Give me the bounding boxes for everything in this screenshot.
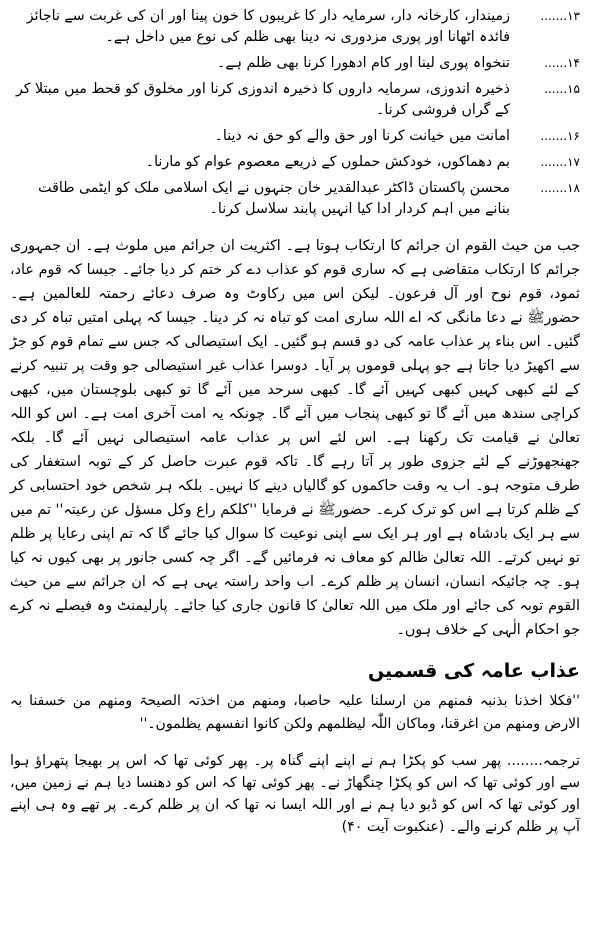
- body-paragraph: جب من حیث القوم ان جرائم کا ارتکاب ہوتا ہے۔ اکثریت ان جرائم میں ملوث ہے۔ ان جمہوری جرائم کا ارتکاب متقاضی ہے کہ ساری قوم کو عذاب دے کر ختم کر دیا جائے۔ جیسا کہ قوم عاد، ثمود، قوم نوح اور آل فرعون۔ لیکن اس میں رکاوٹ وہ صرف دعائے رحمتہ للعالمین ہے۔ حضورﷺ نے دعا مانگی کہ اے اللہ ساری امت کو تباہ نہ کر دینا۔ جیسا کہ پہلی امتیں تباہ کر دی گئیں۔ اس بناء پر عذاب عامہ کی دو قسم ہو گئیں۔ ایک استیصالی کہ جس سے تمام قوم کو جڑ سے اکھیڑ دیا جاتا ہے جو پہلی قوموں پر آیا۔ دوسرا عذاب غیر استیصالی جو وقت پر تنبیہ کرنے کے لئے کبھی کہیں کبھی کہیں آئے گا۔ کبھی سرحد میں آئے گا تو کبھی بلوچستان میں، کبھی کراچی سندھ میں آئے گا تو کبھی پنجاب میں آئے گا۔ چونکہ یہ امت آخری امت ہے۔ اس کو اللہ تعالیٰ نے قیامت تک رکھنا ہے۔ اس لئے اس پر عذاب عامہ استیصالی نہیں آئے گا۔ بلکہ جھنجھوڑنے کے لئے جزوی طور پر آتا رہے گا۔ تاکہ قوم عبرت حاصل کر کے توبہ استغفار کی طرف متوجہ ہو۔ اب یہ وقت حاکموں کو گالیاں دینے کا نہیں۔ بلکہ ہر شخص خود احتسابی کر کے ظلم کرتا ہے اس کو ترک کرے۔ حضورﷺ نے فرمایا ''کلکم راع وکل مسؤل عن رعیتہ'' تم میں سے ہر ایک بادشاہ ہے اور ہر ایک سے اپنی نوعیت کا سوال کیا جائے گا کہ تم اپنی رعایا پر ظلم تو نہیں کرتے۔ اللہ تعالیٰ ظالم کو معاف نہ فرمائیں گے۔ اگر چہ کسی جانور پر بھی کیوں نہ کیا ہو۔ چہ جائیکہ انسان، انسان پر ظلم کرے۔ اب واحد راستہ یہی ہے کہ ان جرائم سے من حیث القوم توبہ کی جائے اور ملک میں اللہ تعالیٰ کا قانون جاری کیا جائے۔ پارلیمنٹ وہ فیصلے نہ کرے جو احکام الٰہی کے خلاف ہوں۔: [10, 238, 580, 638]
- quran-verse-quote: ''فکلا اخذنا بذنبہ فمنھم من ارسلنا علیہ حاصبا، ومنھم من اخذتہ الصیحۃ ومنھم من خسفنا بہ الارض ومنھم من اغرقنا، وماکان اللّٰہ لیظلمھم ولکن کانوا انفسھم یظلمون۔'': [10, 693, 580, 733]
- list-item: [10, 79, 580, 121]
- list-item-number: ۱۶.......: [540, 129, 580, 143]
- list-item-number: ۱۴......: [544, 56, 580, 70]
- list-item-text: تنخواہ پوری لینا اور کام ادھورا کرنا بھی ظلم ہے۔: [217, 55, 510, 71]
- list-item-text: بم دھماکوں، خودکش حملوں کے ذریعے معصوم عوام کو مارنا۔: [145, 154, 510, 170]
- list-item: [10, 126, 580, 147]
- list-item-text: زمیندار، کارخانہ دار، سرمایہ دار کا غریبوں کا خون پینا اور ان کی غربت سے ناجائز فائدہ اٹھانا اور پوری مزدوری نہ دینا بھی ظلم کی نوع میں داخل ہے۔: [26, 8, 510, 45]
- list-item-text: محسن پاکستان ڈاکٹر عبدالقدیر خان جنہوں نے ایک اسلامی ملک کو ایٹمی طاقت بنانے میں اہم کردار ادا کیا انہیں پابند سلاسل کرنا۔: [38, 180, 510, 217]
- list-item-number: ۱۵......: [544, 82, 580, 96]
- list-item-number: ۱۳.......: [540, 9, 580, 23]
- list-item-number: ۱۷.......: [540, 155, 580, 169]
- list-item: [10, 178, 580, 220]
- list-item: [10, 53, 580, 74]
- verse-translation: ترجمہ........ پھر سب کو پکڑا ہم نے اپنے اپنے گناہ پر۔ پھر کوئی تھا کہ اس پر بھیجا پتھراؤ ہوا سے اور کوئی تھا کہ اس کو پکڑا چنگھاڑ نے۔ پھر کوئی تھا کہ اس کو دھنسا دیا ہم نے زمین میں، اور کوئی تھا کہ اس کو ڈبو دیا ہم نے اور اللہ ایسا نہ تھا کہ ان پر ظلم کرے۔ پر تھے وہ ہی اپنے آپ پر ظلم کرنے والے۔ (عنکبوت آیت ۴۰): [10, 753, 580, 836]
- section-heading: عذاب عامہ کی قسمیں: [367, 660, 580, 683]
- list-item-number: ۱۸.......: [540, 181, 580, 195]
- list-item: [10, 6, 580, 48]
- list-item-text: امانت میں خیانت کرنا اور حق والے کو حق نہ دینا۔: [214, 128, 510, 144]
- list-item: [10, 152, 580, 173]
- list-item-text: ذخیرہ اندوزی، سرمایہ داروں کا ذخیرہ اندوزی کرنا اور مخلوق کو قحط میں مبتلا کر کے گراں فروشی کرنا۔: [15, 81, 510, 118]
